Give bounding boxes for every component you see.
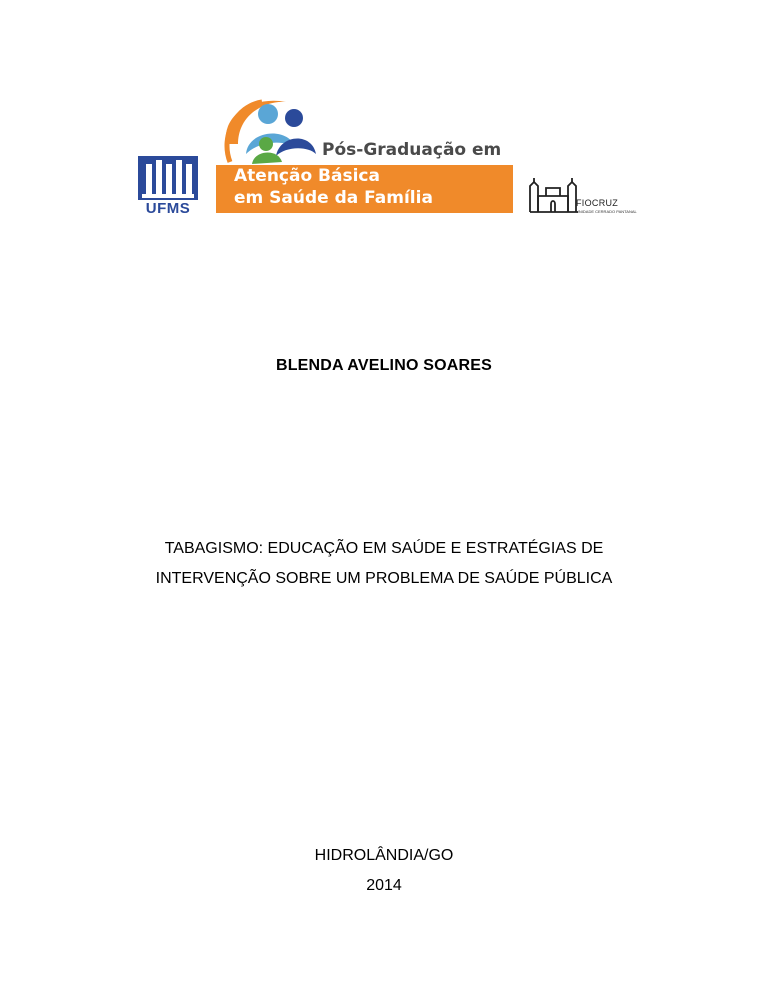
program-title-line2: Atenção Básica — [234, 166, 380, 186]
location: HIDROLÂNDIA/GO — [314, 847, 454, 864]
program-title-line3: em Saúde da Família — [234, 188, 433, 208]
ufms-label: UFMS — [145, 200, 191, 217]
title-line-2: INTERVENÇÃO SOBRE UM PROBLEMA DE SAÚDE PÚBLICA — [155, 570, 613, 587]
title-line-1: TABAGISMO: EDUCAÇÃO EM SAÚDE E ESTRATÉGIAS DE — [164, 540, 604, 557]
author-name: BLENDA AVELINO SOARES — [275, 357, 493, 374]
fiocruz-label: FIOCRUZ — [576, 198, 619, 208]
year: 2014 — [366, 877, 402, 894]
fiocruz-unit-label: UNIDADE CERRADO PANTANAL — [576, 209, 637, 214]
document-title — [100, 534, 668, 594]
fiocruz-castle-icon — [526, 168, 580, 214]
program-title-line1: Pós-Graduação em — [322, 140, 502, 160]
header-logos — [130, 92, 720, 222]
